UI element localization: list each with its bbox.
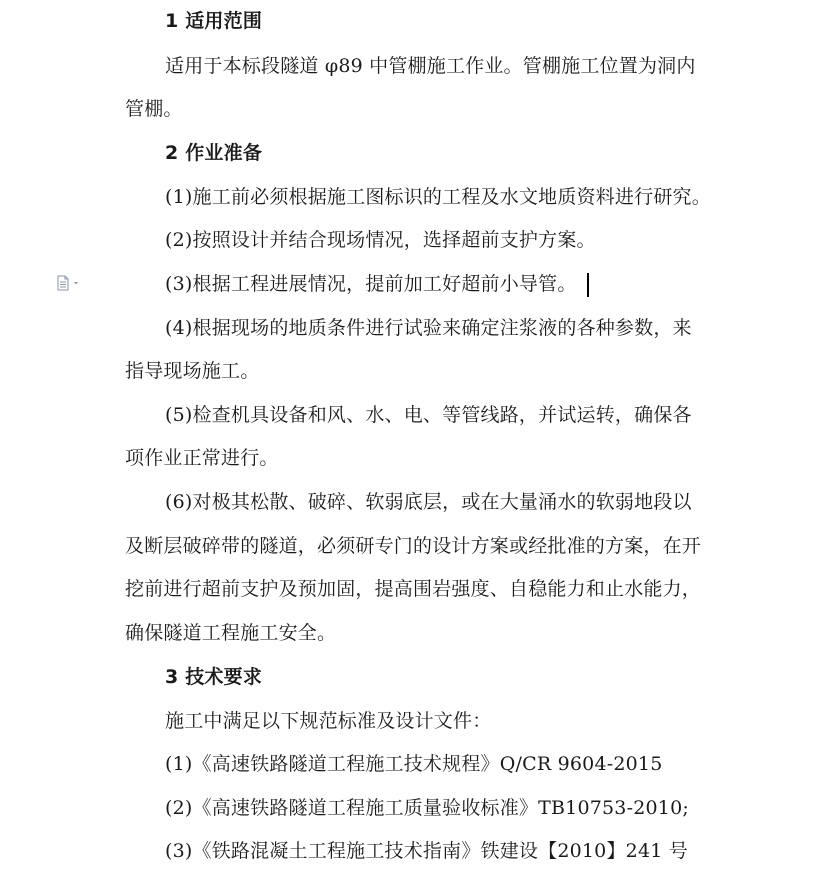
paragraph-line: (5)检查机具设备和风、水、电、等管线路，并试运转，确保各 — [165, 404, 692, 426]
reference-line: (3)《铁路混凝土工程施工技术指南》铁建设【2010】241 号 — [165, 840, 688, 862]
paragraph-line: (4)根据现场的地质条件进行试验来确定注浆液的各种参数，来 — [165, 317, 692, 339]
paragraph-line: (1)施工前必须根据施工图标识的工程及水文地质资料进行研究。 — [165, 186, 711, 208]
paragraph-line: 挖前进行超前支护及预加固，提高围岩强度、自稳能力和止水能力， — [125, 578, 702, 600]
paragraph-line: 施工中满足以下规范标准及设计文件： — [165, 710, 492, 732]
section-heading-3: 3 技术要求 — [165, 666, 263, 688]
paragraph-line: 指导现场施工。 — [125, 360, 260, 382]
paragraph-line: (2)按照设计并结合现场情况，选择超前支护方案。 — [165, 229, 596, 251]
reference-line: (2)《高速铁路隧道工程施工质量验收标准》TB10753-2010; — [165, 797, 689, 819]
reference-line: (1)《高速铁路隧道工程施工技术规程》Q/CR 9604-2015 — [165, 753, 663, 775]
paragraph-line: 适用于本标段隧道 φ89 中管棚施工作业。管棚施工位置为洞内 — [165, 55, 696, 77]
paragraph-line: (3)根据工程进展情况，提前加工好超前小导管。 — [165, 273, 577, 295]
text-cursor — [587, 273, 589, 297]
section-heading-1: 1 适用范围 — [165, 10, 263, 32]
paragraph-line: 项作业正常进行。 — [125, 447, 279, 469]
paragraph-line: (6)对极其松散、破碎、软弱底层，或在大量涌水的软弱地段以 — [165, 491, 692, 513]
document-paragraph-icon[interactable] — [56, 275, 82, 291]
paragraph-line: 确保隧道工程施工安全。 — [125, 622, 337, 644]
paragraph-line: 及断层破碎带的隧道，必须研专门的设计方案或经批准的方案，在开 — [125, 535, 702, 557]
paragraph-line: 管棚。 — [125, 98, 183, 120]
section-heading-2: 2 作业准备 — [165, 142, 263, 164]
